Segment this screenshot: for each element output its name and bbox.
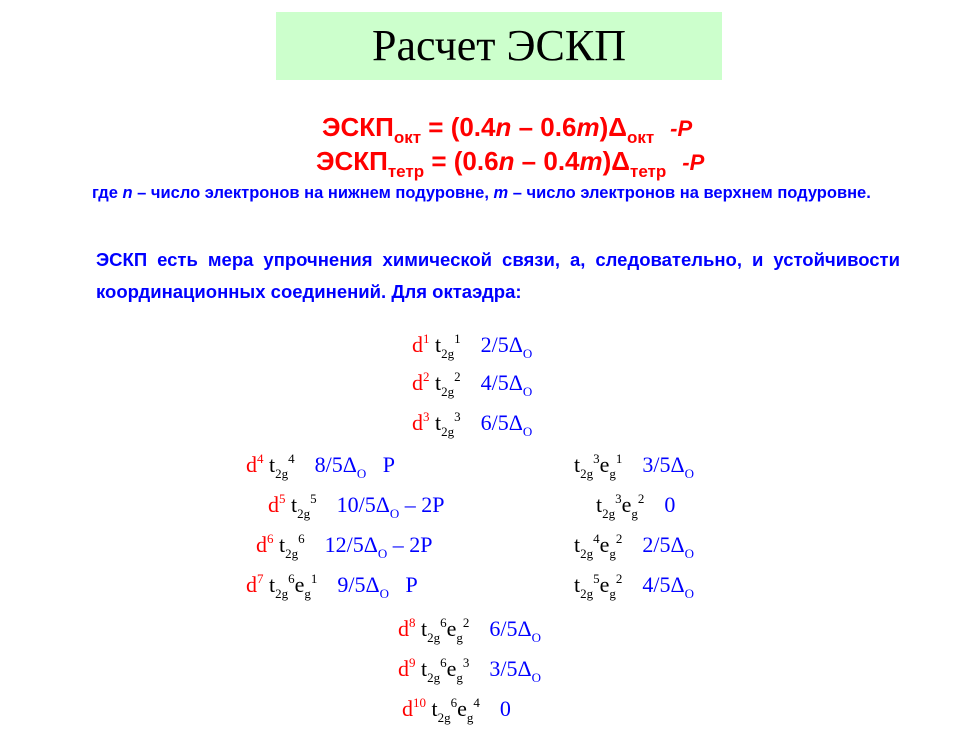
orbital-e-sup: 1: [615, 451, 623, 466]
orbital-t: t: [421, 656, 428, 681]
formula-oct-delta-sub: окт: [626, 128, 655, 147]
formula-oct-lhs: ЭСКП: [322, 112, 394, 142]
cfse-main: 0: [499, 696, 511, 721]
d-count-sup: 10: [413, 695, 426, 710]
config-row-d7: [246, 566, 418, 607]
orbital-t-sub: 2g: [297, 506, 311, 521]
orbital-label: [574, 571, 623, 601]
cfse-value: [664, 492, 675, 517]
orbital-t: t: [435, 370, 442, 395]
orbital-t-sub: 2g: [427, 630, 441, 645]
cfse-main: 2/5Δ: [642, 532, 685, 557]
orbital-t-sup: 6: [288, 571, 295, 586]
d-count: $d^{10}$: [402, 695, 426, 721]
orbital-e-sup: 2: [637, 491, 645, 506]
d-count: $d^9$: [398, 655, 416, 681]
cfse-main: 0: [664, 492, 676, 517]
slide-title: Расчет ЭСКП: [371, 21, 627, 70]
cfse-value: [642, 572, 695, 601]
orbital-t-sub: 2g: [602, 506, 616, 521]
orbital-t-sup: 6: [440, 655, 447, 670]
config-row-d5: [268, 486, 445, 527]
formula-oct-eq: = (0.4: [421, 112, 496, 142]
orbital-t: t: [431, 696, 438, 721]
cfse-value: [642, 452, 695, 481]
orbital-t: t: [269, 572, 276, 597]
formula-tet-p: -P: [682, 150, 705, 175]
statement-paragraph: ЭСКП есть мера упрочнения химической связи, а, следовательно, и устойчивости координационных соединений. Для октаэдра:: [96, 249, 900, 302]
orbital-t-sub: 2g: [437, 710, 451, 725]
orbital-t-sub: 2g: [580, 546, 594, 561]
orbital-e: e: [294, 572, 305, 597]
cfse-main: 4/5Δ: [480, 370, 523, 395]
formula-tet-lhs: ЭСКП: [316, 146, 388, 176]
formula-tetrahedral: [316, 146, 704, 182]
config-row-d8: [398, 610, 541, 651]
orbital-t: t: [269, 452, 276, 477]
d-count-sup: 5: [279, 491, 286, 506]
orbital-e-sup: 1: [310, 571, 318, 586]
orbital-t-sub: 2g: [441, 384, 455, 399]
orbital-e: e: [457, 696, 467, 721]
d-count: $d^2$: [412, 369, 430, 395]
orbital-t-sup: 6: [440, 615, 447, 630]
orbital-t-sub: 2g: [427, 670, 441, 685]
cfse-main: 3/5Δ: [642, 452, 685, 477]
config-row-d4: [246, 446, 395, 487]
formula-oct-m: m: [576, 112, 600, 142]
definition-m: m: [493, 184, 509, 202]
low-spin-row: [574, 566, 694, 607]
orbital-label: [269, 451, 295, 481]
cfse-tail: – 2P: [399, 492, 445, 517]
formula-oct-lhs-sub: окт: [393, 128, 422, 147]
orbital-t-sup: 1: [454, 331, 461, 346]
cfse-main: 4/5Δ: [642, 572, 685, 597]
orbital-e: e: [599, 572, 610, 597]
d-count: $d^5$: [268, 491, 286, 517]
d-count-sup: 1: [423, 331, 430, 346]
orbital-label: [435, 369, 461, 399]
orbital-label: [574, 531, 623, 561]
definition-n: n: [122, 184, 133, 202]
cfse-sub: O: [531, 630, 542, 645]
orbital-label: [435, 331, 461, 361]
orbital-t-sup: 6: [450, 695, 458, 710]
orbital-t: t: [596, 492, 603, 517]
orbital-t: t: [574, 532, 581, 557]
d-count-sup: 8: [409, 615, 416, 630]
config-row-d1: [412, 326, 532, 367]
d-count-sup: 4: [257, 451, 264, 466]
cfse-tail: – 2P: [387, 532, 433, 557]
orbital-e-sup: 3: [462, 655, 470, 670]
orbital-e-sub: g: [609, 466, 616, 481]
cfse-value: [480, 332, 533, 361]
orbital-label: [421, 655, 470, 685]
low-spin-row: [596, 486, 675, 527]
orbital-t-sub: 2g: [285, 546, 299, 561]
formula-oct-n: n: [495, 112, 512, 142]
d-count: $d^3$: [412, 409, 430, 435]
orbital-e-sub: g: [456, 670, 463, 685]
cfse-main: 12/5Δ: [324, 532, 378, 557]
formula-octahedral: [322, 112, 692, 148]
formula-tet-lhs-sub: тетр: [387, 162, 425, 181]
orbital-e-sub: g: [609, 546, 616, 561]
cfse-sub: O: [522, 424, 533, 439]
orbital-t: t: [435, 332, 442, 357]
d-count: $d^4$: [246, 451, 264, 477]
cfse-sub: O: [522, 384, 533, 399]
orbital-t-sub: 2g: [441, 346, 455, 361]
d-count-sup: 9: [409, 655, 416, 670]
orbital-t: t: [574, 452, 581, 477]
config-row-d2: [412, 364, 532, 405]
orbital-e: e: [599, 452, 610, 477]
orbital-t-sup: 3: [454, 409, 461, 424]
cfse-sub: O: [522, 346, 533, 361]
formula-tet-eq: = (0.6: [424, 146, 499, 176]
cfse-main: 6/5Δ: [480, 410, 523, 435]
orbital-t-sub: 2g: [275, 466, 289, 481]
cfse-main: 2/5Δ: [480, 332, 523, 357]
cfse-sub: O: [377, 546, 388, 561]
cfse-sub: O: [379, 586, 390, 601]
cfse-value: [480, 410, 533, 439]
config-row-d3: [412, 404, 532, 445]
cfse-value: [314, 452, 396, 481]
low-spin-row: [574, 446, 694, 487]
formula-oct-mid: – 0.6: [511, 112, 577, 142]
d-count: $d^7$: [246, 571, 264, 597]
orbital-t: t: [291, 492, 298, 517]
orbital-t: t: [435, 410, 442, 435]
cfse-value: [642, 532, 695, 561]
d-count: $d^8$: [398, 615, 416, 641]
cfse-value: [489, 616, 542, 645]
cfse-main: 10/5Δ: [336, 492, 390, 517]
cfse-main: 6/5Δ: [489, 616, 532, 641]
orbital-label: [421, 615, 470, 645]
formula-tet-mid: – 0.4: [514, 146, 580, 176]
orbital-t: t: [574, 572, 581, 597]
config-row-d10: [402, 690, 511, 731]
orbital-t-sup: 4: [593, 531, 600, 546]
orbital-e-sub: g: [609, 586, 616, 601]
cfse-value: [337, 572, 418, 601]
cfse-value: [500, 696, 511, 721]
orbital-t-sup: 3: [615, 491, 622, 506]
d-count: $d^1$: [412, 331, 430, 357]
orbital-t-sup: 5: [593, 571, 600, 586]
cfse-sub: O: [684, 586, 695, 601]
orbital-label: [279, 531, 305, 561]
orbital-t-sub: 2g: [275, 586, 289, 601]
low-spin-row: [574, 526, 694, 567]
cfse-sub: O: [356, 466, 367, 481]
orbital-label: [596, 491, 645, 521]
orbital-e-sup: 4: [473, 695, 480, 710]
orbital-e-sup: 2: [615, 531, 623, 546]
orbital-e: e: [621, 492, 632, 517]
d-count-sup: 6: [267, 531, 274, 546]
cfse-main: 3/5Δ: [489, 656, 532, 681]
cfse-value: [480, 370, 533, 399]
cfse-main: 9/5Δ: [337, 572, 380, 597]
orbital-t-sup: 3: [593, 451, 600, 466]
orbital-t-sub: 2g: [580, 466, 594, 481]
orbital-label: [431, 695, 480, 725]
cfse-value: [489, 656, 542, 685]
d-count: $d^6$: [256, 531, 274, 557]
cfse-main: 8/5Δ: [314, 452, 357, 477]
definition-text-2: – число электронов на нижнем подуровне,: [132, 184, 494, 202]
orbital-t: t: [421, 616, 428, 641]
d-count-sup: 3: [423, 409, 430, 424]
formula-tet-delta-sub: тетр: [630, 162, 667, 181]
cfse-tail: P: [389, 572, 418, 597]
orbital-t: t: [279, 532, 286, 557]
orbital-t-sup: 6: [298, 531, 305, 546]
definition-text-3: – число электронов на верхнем подуровне.: [508, 184, 871, 202]
cfse-sub: O: [684, 546, 695, 561]
formula-tet-n: n: [498, 146, 515, 176]
orbital-t-sup: 4: [288, 451, 295, 466]
cfse-sub: O: [684, 466, 695, 481]
config-row-d9: [398, 650, 541, 691]
cfse-value: [336, 492, 445, 521]
orbital-e-sub: g: [631, 506, 638, 521]
cfse-sub: O: [531, 670, 542, 685]
orbital-label: [291, 491, 317, 521]
formula-oct-tail: )Δ: [599, 112, 627, 142]
orbital-t-sub: 2g: [580, 586, 594, 601]
orbital-label: [269, 571, 318, 601]
orbital-e: e: [599, 532, 610, 557]
formula-tet-tail: )Δ: [602, 146, 630, 176]
orbital-e-sup: 2: [615, 571, 623, 586]
orbital-e-sub: g: [466, 710, 474, 725]
cfse-tail: P: [366, 452, 396, 477]
definition-paragraph: [92, 180, 900, 207]
orbital-t-sup: 5: [310, 491, 317, 506]
cfse-value: [324, 532, 433, 561]
orbital-label: [574, 451, 623, 481]
cfse-sub: O: [389, 506, 400, 521]
orbital-e-sub: g: [456, 630, 463, 645]
formula-oct-p: -P: [670, 116, 693, 141]
orbital-e-sup: 2: [462, 615, 470, 630]
config-row-d6: [256, 526, 433, 567]
definition-text-1: где: [92, 184, 123, 202]
d-count-sup: 2: [423, 369, 430, 384]
orbital-e-sub: g: [304, 586, 311, 601]
orbital-label: [435, 409, 461, 439]
orbital-e: e: [446, 616, 457, 641]
orbital-e: e: [446, 656, 457, 681]
d-count-sup: 7: [257, 571, 264, 586]
orbital-t-sup: 2: [454, 369, 461, 384]
formula-tet-m: m: [579, 146, 603, 176]
orbital-t-sub: 2g: [441, 424, 455, 439]
